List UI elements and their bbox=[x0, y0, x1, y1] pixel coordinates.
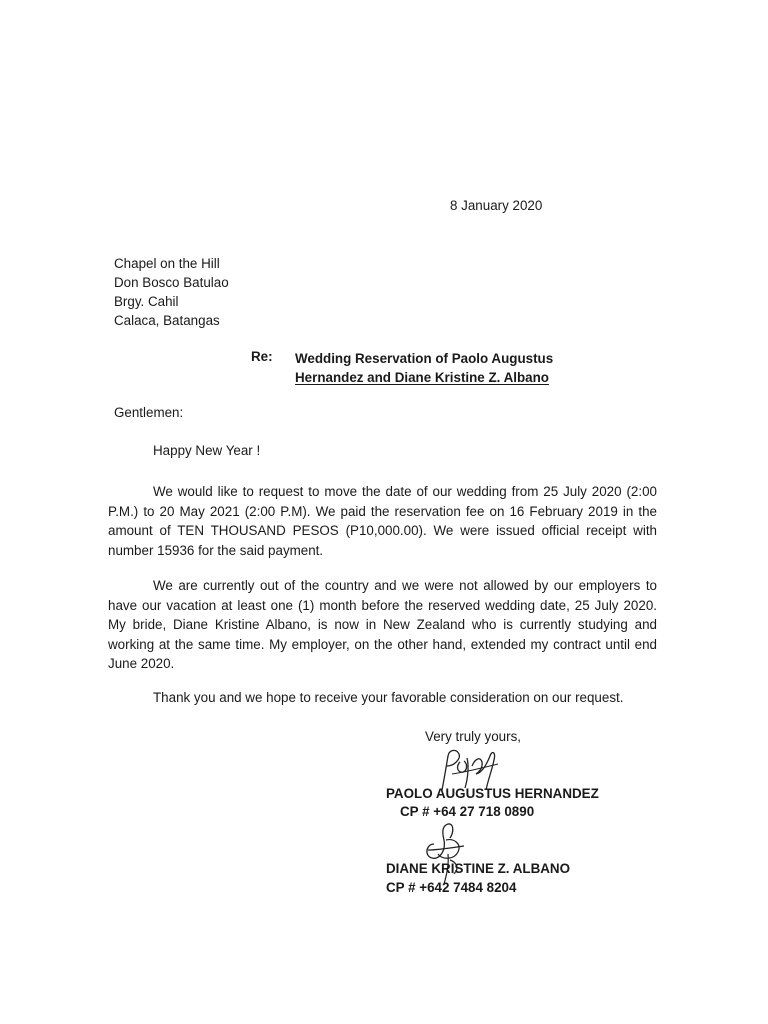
subject-label: Re: bbox=[251, 349, 273, 364]
recipient-line: Calaca, Batangas bbox=[114, 313, 220, 328]
signature-diane-icon bbox=[420, 820, 470, 888]
thanks-paragraph: Thank you and we hope to receive your favorable consideration on our request. bbox=[153, 690, 624, 705]
subject-line-1: Wedding Reservation of Paolo Augustus bbox=[295, 351, 554, 366]
recipient-line: Chapel on the Hill bbox=[114, 256, 220, 271]
signatory-1-phone: CP # +64 27 718 0890 bbox=[400, 804, 535, 819]
signatory-2-phone: CP # +642 7484 8204 bbox=[386, 880, 517, 895]
recipient-address bbox=[114, 254, 229, 330]
signatory-1-name: PAOLO AUGUSTUS HERNANDEZ bbox=[386, 786, 599, 801]
closing-phrase: Very truly yours, bbox=[425, 729, 521, 744]
salutation: Gentlemen: bbox=[114, 405, 184, 420]
recipient-line: Don Bosco Batulao bbox=[114, 275, 229, 290]
greeting-paragraph: Happy New Year ! bbox=[153, 443, 261, 458]
letter-date: 8 January 2020 bbox=[450, 198, 543, 213]
recipient-line: Brgy. Cahil bbox=[114, 294, 179, 309]
request-paragraph: We would like to request to move the date of our wedding from 25 July 2020 (2:00 P.M.) to 20 May 2021 (2:00 P.M). We paid the reservation fee on 16 February 2019 in the amount of TEN THOUSAND PESOS (P10,000.00). We were issued official receipt with number 15936 for the said payment. bbox=[108, 484, 657, 558]
subject-line bbox=[295, 349, 553, 387]
reason-paragraph: We are currently out of the country and we were not allowed by our employers to have our vacation at least one (1) month before the reserved wedding date, 25 July 2020. My bride, Diane Kristine Albano, is now in New Zealand who is currently studying and working at the same time. My employer, on the other hand, extended my contract until end June 2020. bbox=[108, 578, 657, 671]
signatory-2-name: DIANE KRISTINE Z. ALBANO bbox=[386, 861, 570, 876]
subject-line-2: Hernandez and Diane Kristine Z. Albano bbox=[295, 370, 549, 385]
